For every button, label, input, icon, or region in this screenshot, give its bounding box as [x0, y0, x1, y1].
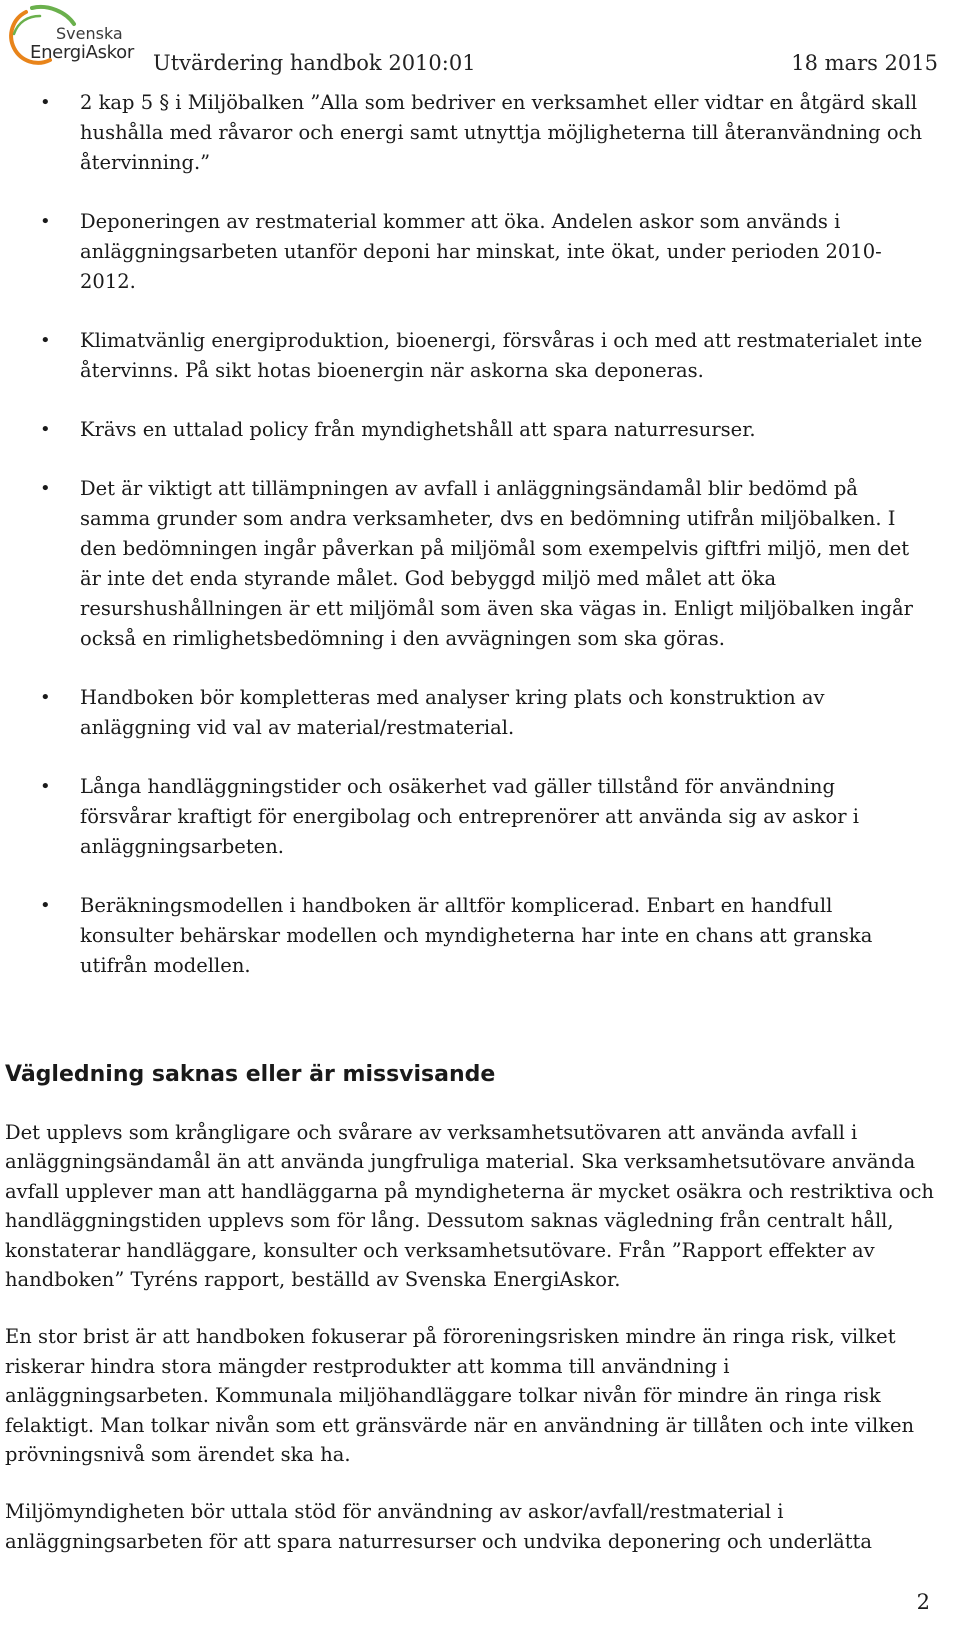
document-title: Utvärdering handbok 2010:01: [153, 51, 476, 75]
bullet-icon: •: [40, 478, 51, 499]
logo-text-energiaskor: EnergiAskor: [30, 42, 134, 63]
bullet-icon: •: [40, 330, 51, 351]
bullet-icon: •: [40, 419, 51, 440]
list-item-text: Klimatvänlig energiproduktion, bioenergi, försvåras i och med att restmaterialet inte återvinns. På sikt hotas bioenergin när askorna ska deponeras.: [80, 329, 923, 382]
list-item: [0, 683, 960, 743]
paragraph: Det upplevs som krångligare och svårare av verksamhetsutövaren att använda avfall i anläggningsändamål än att använda jungfruliga material. Ska verksamhetsutövare använda avfall upplever man att handläggarna på myndigheterna är mycket osäkra och restriktiva och handläggningstiden upplevs som för lång. Dessutom saknas vägledning från centralt håll, konstaterar handläggare, konsulter och verksamhetsutövare. Från ”Rapport effekter av handboken” Tyréns rapport, beställd av Svenska EnergiAskor.: [5, 1121, 934, 1292]
page-header: [0, 0, 960, 90]
bullet-icon: •: [40, 687, 51, 708]
bullet-icon: •: [40, 895, 51, 916]
list-item-text: Handboken bör kompletteras med analyser kring plats och konstruktion av anläggning vid val av material/restmaterial.: [80, 686, 825, 739]
list-item: [0, 772, 960, 862]
list-item-text: Det är viktigt att tillämpningen av avfall i anläggningsändamål blir bedömd på samma grunder som andra verksamheter, dvs en bedömning utifrån miljöbalken. I den bedömningen ingår påverkan på miljömål som exempelvis giftfri miljö, men det är inte det enda styrande målet. God bebyggd miljö med målet att öka resurshushållningen är ett miljömål som även ska vägas in. Enligt miljöbalken ingår också en rimlighetsbedömning i den avvägningen som ska göras.: [80, 477, 913, 650]
bullet-icon: •: [40, 776, 51, 797]
list-item: [0, 207, 960, 297]
list-item: [0, 891, 960, 981]
list-item-text: Långa handläggningstider och osäkerhet vad gäller tillstånd för användning försvårar kraftigt för energibolag och entreprenörer att använda sig av askor i anläggningsarbeten.: [80, 775, 860, 858]
list-item-text: Deponeringen av restmaterial kommer att öka. Andelen askor som används i anläggningsarbeten utanför deponi har minskat, inte ökat, under perioden 2010-2012.: [80, 210, 882, 293]
page-number: 2: [916, 1590, 930, 1614]
list-item-text: Krävs en uttalad policy från myndighetshåll att spara naturresurser.: [80, 418, 756, 441]
list-item-text: 2 kap 5 § i Miljöbalken ”Alla som bedriver en verksamhet eller vidtar en åtgärd skall hushålla med råvaror och energi samt utnyttja möjligheterna till återanvändning och återvinning.”: [80, 91, 923, 174]
list-item: [0, 326, 960, 386]
document-date: 18 mars 2015: [791, 51, 938, 75]
list-item-text: Beräkningsmodellen i handboken är alltför komplicerad. Enbart en handfull konsulter behärskar modellen och myndigheterna har inte en chans att granska utifrån modellen.: [80, 894, 873, 977]
paragraph: En stor brist är att handboken fokuserar på föroreningsrisken mindre än ringa risk, vilket riskerar hindra stora mängder restprodukter att komma till användning i anläggningsarbeten. Kommunala miljöhandläggare tolkar nivån för mindre än ringa risk felaktigt. Man tolkar nivån som ett gränsvärde när en användning är tillåten och inte vilken prövningsnivå som ärendet ska ha.: [5, 1325, 915, 1467]
list-item: [0, 88, 960, 178]
bullet-list: [0, 88, 960, 1010]
list-item: [0, 415, 960, 445]
bullet-icon: •: [40, 92, 51, 113]
section-heading: Vägledning saknas eller är missvisande: [5, 1062, 496, 1087]
list-item: [0, 474, 960, 654]
paragraph: Miljömyndigheten bör uttala stöd för användning av askor/avfall/restmaterial i anläggningsarbeten för att spara naturresurser och undvika deponering och underlätta: [5, 1500, 873, 1553]
company-logo: [4, 4, 154, 74]
bullet-icon: •: [40, 211, 51, 232]
logo-text-svenska: Svenska: [56, 24, 123, 43]
guidance-section: [5, 1060, 935, 1584]
